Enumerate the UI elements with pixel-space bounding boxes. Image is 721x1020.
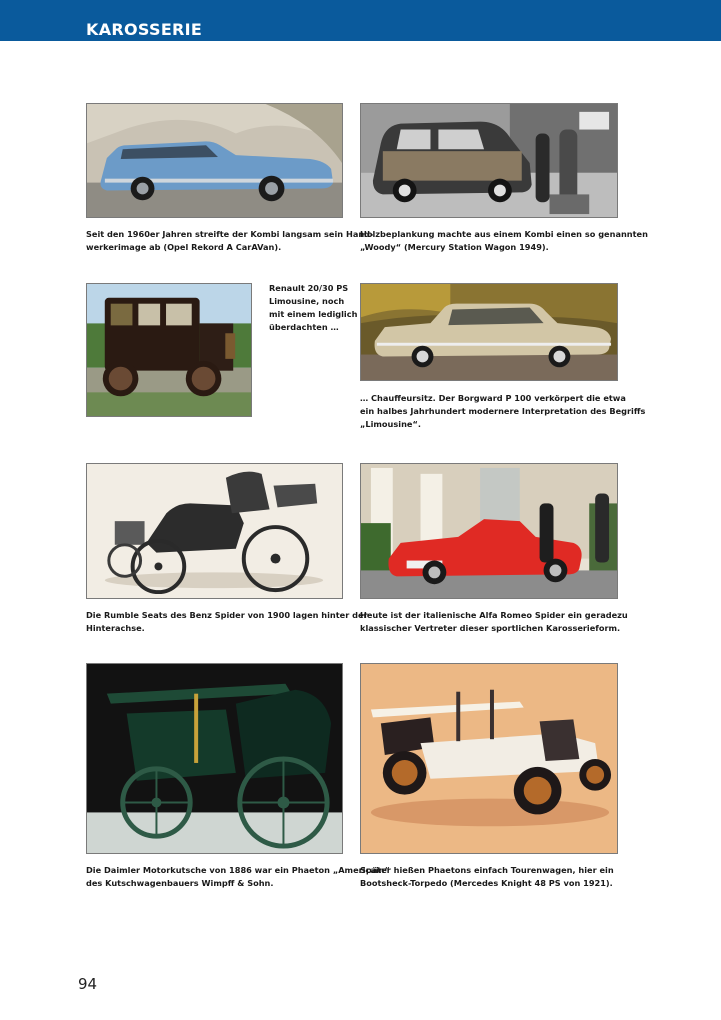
caption-opel: [86, 228, 373, 254]
caption-line: des Kutschwagenbauers Wimpff & Sohn.: [86, 878, 274, 888]
caption-line: ein halbes Jahrhundert modernere Interpretation des Begriffs: [360, 406, 646, 416]
caption-line: werkerimage ab (Opel Rekord A CarAVan).: [86, 242, 282, 252]
page-number: 94: [78, 975, 98, 993]
caption-woody: [360, 228, 648, 254]
photo-mercedes-knight: [360, 663, 618, 854]
photo-opel-rekord-caravan: [86, 103, 343, 218]
caption-borgward: [360, 392, 645, 431]
caption-line: Später hießen Phaetons einfach Tourenwagen, hier ein: [360, 865, 614, 875]
chapter-header-bar: [0, 0, 721, 41]
photo-daimler-motorkutsche: [86, 663, 343, 854]
caption-line: mit einem lediglich: [269, 309, 358, 319]
caption-line: Die Daimler Motorkutsche von 1886 war ein Phaeton „Americain“: [86, 865, 390, 875]
photo-renault-limousine: [86, 283, 252, 417]
caption-line: Holzbeplankung machte aus einem Kombi einen so genannten: [360, 229, 648, 239]
caption-line: klassischer Vertreter dieser sportlichen Karosserieform.: [360, 623, 621, 633]
chapter-title: KAROSSERIE: [86, 20, 203, 39]
photo-alfa-romeo-spider: [360, 463, 618, 599]
caption-mercedes: [360, 864, 614, 890]
caption-alfa: [360, 609, 628, 635]
caption-line: … Chauffeursitz. Der Borgward P 100 verkörpert die etwa: [360, 393, 626, 403]
caption-renault: [269, 282, 357, 334]
caption-line: Limousine, noch: [269, 296, 345, 306]
caption-line: Bootsheck-Torpedo (Mercedes Knight 48 PS von 1921).: [360, 878, 613, 888]
photo-mercury-woody: [360, 103, 618, 218]
caption-line: Seit den 1960er Jahren streifte der Kombi langsam sein Hand-: [86, 229, 374, 239]
caption-line: „Limousine“.: [360, 419, 421, 429]
photo-benz-spider: [86, 463, 343, 599]
caption-benz: [86, 609, 368, 635]
caption-line: Die Rumble Seats des Benz Spider von 1900 lagen hinter der: [86, 610, 368, 620]
caption-line: „Woody“ (Mercury Station Wagon 1949).: [360, 242, 549, 252]
caption-line: Heute ist der italienische Alfa Romeo Spider ein geradezu: [360, 610, 628, 620]
caption-line: Hinterachse.: [86, 623, 145, 633]
caption-line: Renault 20/30 PS: [269, 283, 349, 293]
caption-daimler: [86, 864, 390, 890]
caption-line: überdachten …: [269, 322, 339, 332]
photo-borgward-p100: [360, 283, 618, 381]
